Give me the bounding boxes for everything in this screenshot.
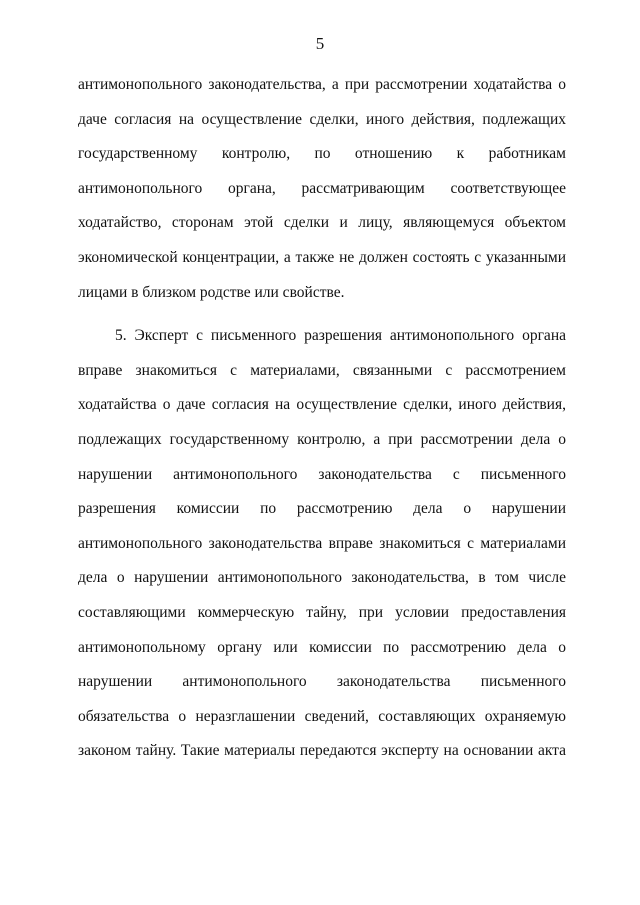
- text-line: лицами в близком родстве или свойстве.: [78, 283, 345, 301]
- text-line: 5. Эксперт с письменного разрешения антимонопольного органа: [115, 327, 566, 345]
- paragraph-continuation: [78, 68, 566, 310]
- text-line: составляющими коммерческую тайну, при условии предоставления: [78, 603, 566, 621]
- text-line: государственному контролю, по отношению к работникам: [78, 145, 566, 163]
- text-line: дела о нарушении антимонопольного законодательства, в том числе: [78, 569, 566, 587]
- text-line: антимонопольному органу или комиссии по рассмотрению дела о: [78, 638, 566, 656]
- page-number: 5: [315, 34, 325, 53]
- text-line: даче согласия на осуществление сделки, иного действия, подлежащих: [78, 110, 566, 128]
- paragraph-item-5: [78, 319, 566, 769]
- text-line: экономической концентрации, а также не должен состоять с указанными: [78, 248, 566, 266]
- text-line: антимонопольного законодательства, а при рассмотрении ходатайства о: [78, 76, 566, 93]
- text-line: антимонопольного органа, рассматривающим соответствующее: [78, 179, 566, 197]
- text-line: разрешения комиссии по рассмотрению дела о нарушении: [78, 500, 566, 518]
- text-line: законом тайну. Такие материалы передаются эксперту на основании акта: [78, 742, 566, 760]
- text-line: ходатайство, сторонам этой сделки и лицу, являющемуся объектом: [78, 214, 566, 232]
- text-line: нарушении антимонопольного законодательства с письменного: [78, 465, 566, 483]
- paragraph-gap: [78, 310, 566, 319]
- text-line: ходатайства о даче согласия на осуществление сделки, иного действия,: [78, 396, 566, 414]
- text-line: подлежащих государственному контролю, а при рассмотрении дела о: [78, 430, 566, 448]
- text-line: нарушении антимонопольного законодательства письменного: [78, 673, 566, 691]
- text-line: обязательства о неразглашении сведений, составляющих охраняемую: [78, 707, 566, 725]
- text-line: антимонопольного законодательства вправе знакомиться с материалами: [78, 534, 566, 552]
- body-text: [78, 68, 566, 769]
- text-line: вправе знакомиться с материалами, связанными с рассмотрением: [78, 361, 566, 379]
